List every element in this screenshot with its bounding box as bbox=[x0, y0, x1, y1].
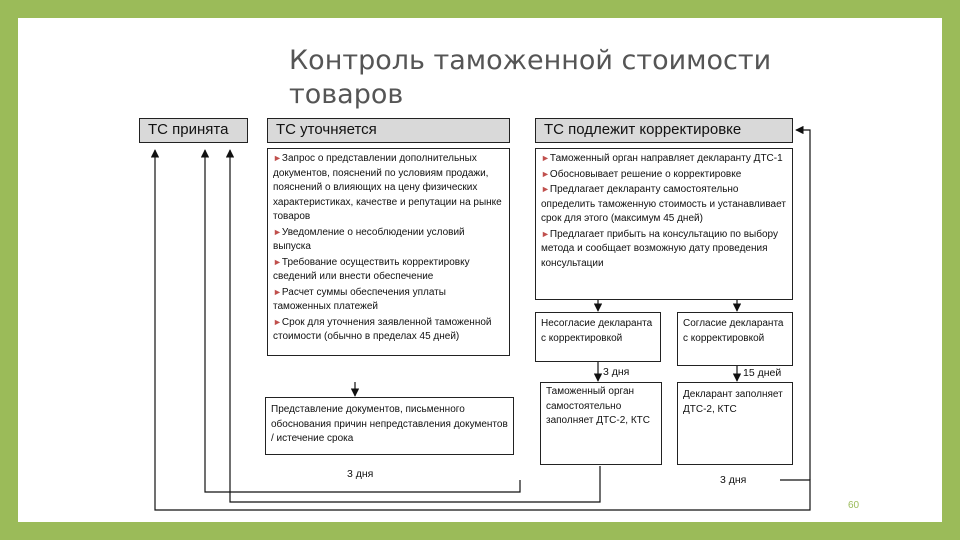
label-3-days-docs: 3 дня bbox=[347, 468, 374, 480]
adjust-item: ►Обосновывает решение о корректировке bbox=[541, 168, 742, 180]
declarant-fills-box: Декларант заполняет ДТС-2, КТС bbox=[677, 382, 793, 465]
clarify-list bbox=[267, 148, 510, 356]
adjust-item: ►Предлагает декларанту самостоятельно определить таможенную стоимость и устанавливает срок для этого (максимум 45 дней) bbox=[541, 184, 786, 224]
clarify-item: ►Требование осуществить корректировку сведений или внести обеспечение bbox=[273, 256, 470, 282]
clarify-item: ►Запрос о представлении дополнительных документов, пояснений по условиям продажи, пояснений о влияющих на цену физических характеристиках, качестве и репутации на рынке товаров bbox=[273, 153, 502, 222]
bullet-arrow-icon: ► bbox=[273, 316, 282, 327]
bullet-arrow-icon: ► bbox=[541, 168, 550, 179]
docs-box: Представление документов, письменного обоснования причин непредставления документов / истечение срока bbox=[265, 397, 514, 455]
bullet-arrow-icon: ► bbox=[541, 184, 550, 194]
header-tc-accepted: ТС принята bbox=[139, 118, 248, 143]
header-tc-clarify: ТС уточняется bbox=[267, 118, 510, 143]
clarify-item: ►Уведомление о несоблюдении условий выпуска bbox=[273, 226, 465, 252]
disagree-box: Несогласие декларанта с корректировкой bbox=[535, 312, 661, 362]
clarify-item: ►Срок для уточнения заявленной таможенной стоимости (обычно в пределах 45 дней) bbox=[273, 316, 492, 342]
return-line-adjust bbox=[796, 130, 810, 480]
title-line-1: Контроль таможенной стоимости bbox=[289, 45, 772, 76]
bullet-arrow-icon: ► bbox=[273, 286, 282, 297]
adjust-list bbox=[535, 148, 793, 300]
label-15-days: 15 дней bbox=[743, 367, 782, 379]
title-line-2: товаров bbox=[289, 79, 404, 110]
adjust-item: ►Предлагает прибыть на консультацию по выбору метода и сообщает возможную дату проведения консультации bbox=[541, 228, 778, 269]
label-3-days-declarant: 3 дня bbox=[720, 474, 747, 486]
header-tc-adjust: ТС подлежит корректировке bbox=[535, 118, 793, 143]
label-3-days-disagree: 3 дня bbox=[603, 366, 630, 378]
customs-fills-box: Таможенный орган самостоятельно заполняет ДТС-2, КТС bbox=[540, 382, 662, 465]
bullet-arrow-icon: ► bbox=[273, 256, 282, 267]
adjust-item: ►Таможенный орган направляет декларанту ДТС-1 bbox=[541, 153, 783, 164]
bullet-arrow-icon: ► bbox=[273, 153, 282, 163]
page-number: 60 bbox=[848, 500, 860, 511]
bullet-arrow-icon: ► bbox=[541, 228, 550, 239]
bullet-arrow-icon: ► bbox=[273, 226, 282, 237]
agree-box: Согласие декларанта с корректировкой bbox=[677, 312, 793, 366]
bullet-arrow-icon: ► bbox=[541, 153, 550, 163]
clarify-item: ►Расчет суммы обеспечения уплаты таможенных платежей bbox=[273, 286, 446, 312]
page-title bbox=[289, 44, 849, 112]
